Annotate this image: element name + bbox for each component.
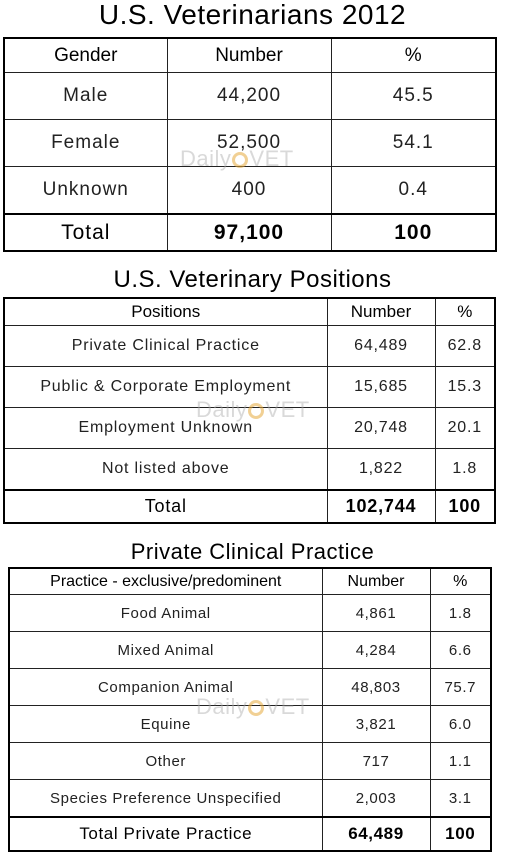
cell-number: 15,685 xyxy=(327,367,435,408)
cell-number: 4,861 xyxy=(322,595,430,632)
table-row-public-corporate xyxy=(4,367,495,408)
cell-total-label: Total xyxy=(4,490,327,523)
cell-percent: 0.4 xyxy=(331,167,496,215)
header-practice: Practice - exclusive/predominent xyxy=(9,568,322,595)
cell-label: Female xyxy=(4,120,167,167)
header-percent: % xyxy=(430,568,491,595)
table-header-row xyxy=(9,568,491,595)
table-row-not-listed xyxy=(4,449,495,491)
cell-label: Mixed Animal xyxy=(9,632,322,669)
cell-number: 64,489 xyxy=(327,326,435,367)
header-number: Number xyxy=(322,568,430,595)
title-us-veterinarians-2012: U.S. Veterinarians 2012 xyxy=(98,0,407,30)
table-row-private-clinical-practice xyxy=(4,326,495,367)
cell-number: 400 xyxy=(167,167,331,215)
header-gender: Gender xyxy=(4,38,167,73)
cell-number: 20,748 xyxy=(327,408,435,449)
cell-number: 4,284 xyxy=(322,632,430,669)
cell-total-number: 102,744 xyxy=(327,490,435,523)
cell-label: Employment Unknown xyxy=(4,408,327,449)
cell-label: Public & Corporate Employment xyxy=(4,367,327,408)
watermark-dailyvet-logo: Daily VET xyxy=(196,397,310,422)
table-row-total xyxy=(4,490,495,523)
watermark-dailyvet-logo: Daily VET xyxy=(196,694,310,719)
table-row-unknown xyxy=(4,167,496,215)
table-row-male xyxy=(4,73,496,120)
title-private-clinical-practice: Private Clinical Practice xyxy=(130,539,375,564)
cell-percent: 1.1 xyxy=(430,743,491,780)
table-private-clinical-practice xyxy=(8,567,492,852)
cell-percent: 1.8 xyxy=(435,449,495,491)
cell-number: 3,821 xyxy=(322,706,430,743)
cell-number: 1,822 xyxy=(327,449,435,491)
table-row-equine xyxy=(9,706,491,743)
header-positions: Positions xyxy=(4,298,327,326)
cell-percent: 1.8 xyxy=(430,595,491,632)
cell-percent: 54.1 xyxy=(331,120,496,167)
table-row-mixed-animal xyxy=(9,632,491,669)
header-number: Number xyxy=(167,38,331,73)
title-us-veterinary-positions: U.S. Veterinary Positions xyxy=(113,266,392,293)
table-veterinary-positions xyxy=(3,297,496,524)
cell-total-number: 97,100 xyxy=(167,214,331,251)
cell-label: Unknown xyxy=(4,167,167,215)
cell-number: 48,803 xyxy=(322,669,430,706)
cell-percent: 45.5 xyxy=(331,73,496,120)
cell-percent: 20.1 xyxy=(435,408,495,449)
cell-percent: 3.1 xyxy=(430,780,491,818)
table-row-companion-animal xyxy=(9,669,491,706)
cell-total-percent: 100 xyxy=(435,490,495,523)
table-row-food-animal xyxy=(9,595,491,632)
header-number: Number xyxy=(327,298,435,326)
cell-total-number: 64,489 xyxy=(322,817,430,851)
table-veterinarians-by-gender xyxy=(3,37,497,252)
cell-number: 2,003 xyxy=(322,780,430,818)
cell-label: Male xyxy=(4,73,167,120)
table-header-row xyxy=(4,38,496,73)
cell-label: Companion Animal xyxy=(9,669,322,706)
cell-label: Equine xyxy=(9,706,322,743)
cell-number: 717 xyxy=(322,743,430,780)
cell-number: 52,500 xyxy=(167,120,331,167)
table-row-other xyxy=(9,743,491,780)
cell-label: Food Animal xyxy=(9,595,322,632)
table-row-employment-unknown xyxy=(4,408,495,449)
cell-percent: 15.3 xyxy=(435,367,495,408)
cell-total-label: Total xyxy=(4,214,167,251)
cell-label: Private Clinical Practice xyxy=(4,326,327,367)
watermark-dailyvet-logo: Daily VET xyxy=(180,146,294,171)
cell-label: Other xyxy=(9,743,322,780)
cell-percent: 6.0 xyxy=(430,706,491,743)
table-row-total xyxy=(4,214,496,251)
header-percent: % xyxy=(331,38,496,73)
cell-number: 44,200 xyxy=(167,73,331,120)
cell-label: Not listed above xyxy=(4,449,327,491)
table-row-species-unspecified xyxy=(9,780,491,818)
cell-total-label: Total Private Practice xyxy=(9,817,322,851)
cell-percent: 6.6 xyxy=(430,632,491,669)
cell-total-percent: 100 xyxy=(430,817,491,851)
table-header-row xyxy=(4,298,495,326)
cell-percent: 75.7 xyxy=(430,669,491,706)
cell-total-percent: 100 xyxy=(331,214,496,251)
cell-percent: 62.8 xyxy=(435,326,495,367)
table-row-total xyxy=(9,817,491,851)
table-row-female xyxy=(4,120,496,167)
header-percent: % xyxy=(435,298,495,326)
cell-label: Species Preference Unspecified xyxy=(9,780,322,818)
